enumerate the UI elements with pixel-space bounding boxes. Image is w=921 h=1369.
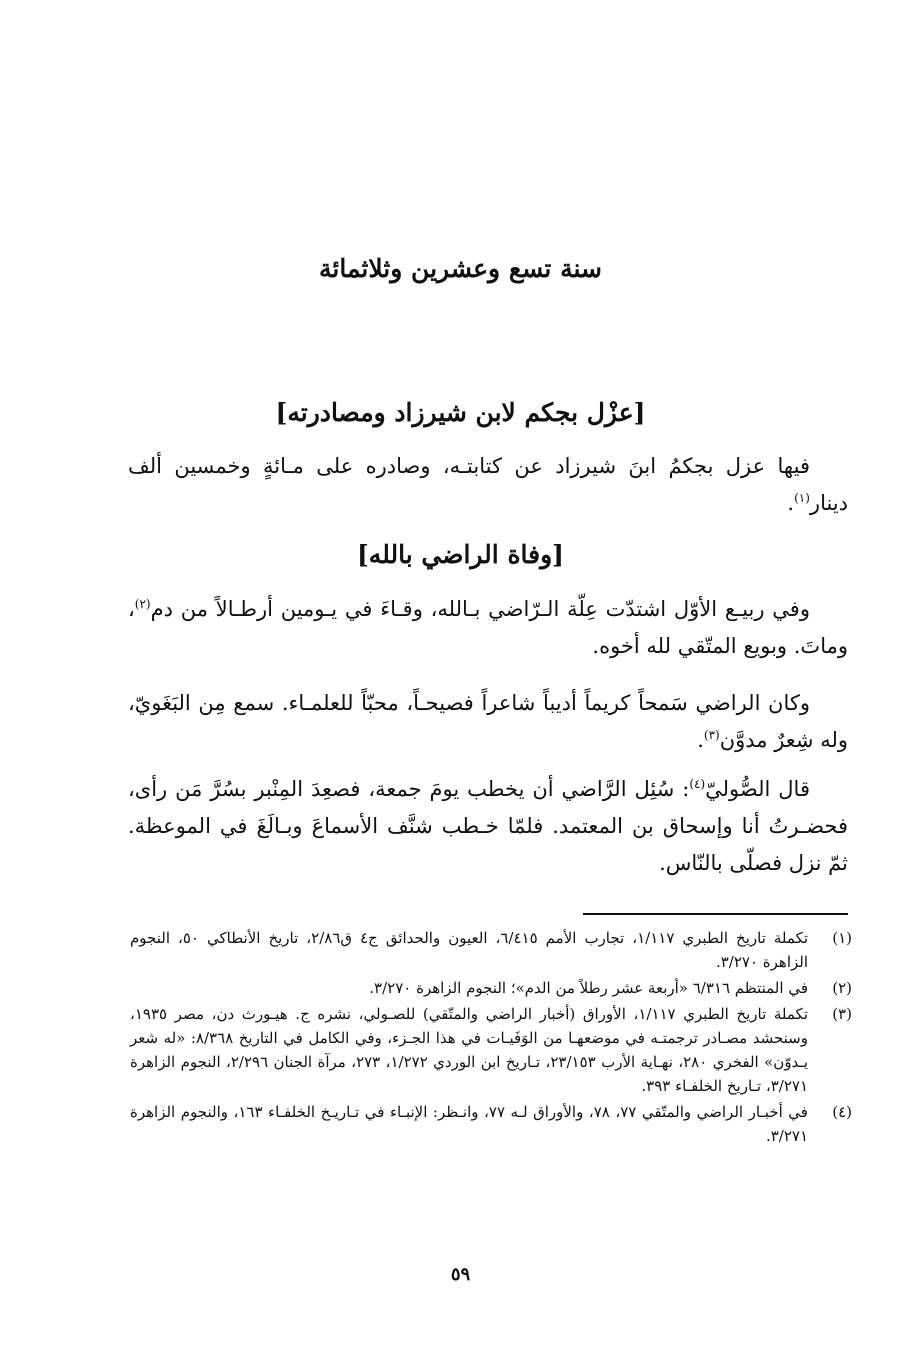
paragraph-text: وفي ربيـع الأوّل اشتدّت عِلّة الـرّاضي بـالله، وقـاءَ في يـومين أرطـالاً من دم: [150, 597, 810, 621]
footnote-ref: (١): [794, 491, 810, 505]
footnotes: [130, 926, 852, 1150]
footnote-number: (٤): [832, 1103, 852, 1121]
footnote-text: في المنتظم ٦/٣١٦ «أربعة عشر رطلاً من الدم»؛ النجوم الزاهرة ٣/٢٧٠.: [369, 979, 808, 997]
footnote-3: [130, 1002, 852, 1098]
footnote-number: (١): [832, 929, 852, 947]
paragraph-tail: .: [697, 728, 704, 752]
footnote-text: تكملة تاريخ الطبري ١/١١٧، تجارب الأمم ٦/٤١٥، العيون والحدائق ج٤ ق٢/٨٦، تاريخ الأنطاكي ٥٠، النجوم الزاهرة ٣/٢٧٠.: [130, 929, 809, 971]
paragraph-illness: [128, 591, 848, 665]
paragraph-tail: ، وماتَ. وبويع المتّقي لله أخوه.: [128, 597, 848, 658]
footnote-number: (٣): [832, 1005, 852, 1023]
paragraph-tail: : سُئِل الرَّاضي أن يخطب يومَ جمعة، فصعِدَ المِنْبر بسُرَّ مَن رأى، فحضـرتُ أنا وإسحاق بن المعتمد. فلمّا خـطب شنَّف الأسماعَ وبـالَغَ في الموعظة. ثمّ نزل فصلّى بالنّاس.: [128, 777, 848, 875]
footnote-2: [130, 976, 852, 1000]
paragraph-text: وكان الراضي سَمحاً كريماً أديباً شاعراً فصيحـاً، محبّاً للعلمـاء. سمع مِن البَغَويّ، وله شِعرٌ مدوَّن: [128, 691, 848, 752]
paragraph-suli-account: [128, 771, 848, 882]
footnote-ref: (٣): [703, 728, 720, 742]
footnote-ref: (٢): [134, 597, 151, 611]
section-heading-death-of-radi: [وفاة الراضي بالله]: [356, 540, 565, 569]
footnote-ref: (٤): [689, 777, 706, 791]
footnote-number: (٢): [832, 979, 852, 997]
paragraph-dismissal: [128, 448, 848, 522]
page-number: ٥٩: [450, 1264, 471, 1285]
footnote-divider: [583, 913, 848, 915]
chapter-title: سنة تسع وعشرين وثلاثمائة: [319, 254, 602, 283]
footnote-4: [130, 1100, 852, 1148]
paragraph-character: [128, 685, 848, 759]
footnote-text: تكملة تاريخ الطبري ١/١١٧، الأوراق (أخبار الراضي والمتّقي) للصـولي، نشره ج. هيـورث دن، مصر ١٩٣٥، وسنحشد مصـادر ترجمتـه في موضعهـا من الوَفَيـات في هذا الجـزء، وفي الكامل في التاريخ ٨/٣٦٨: «له شعر يـدوّن» الفخري ٢٨٠، نهـاية الأرب ٢٣/١٥٣، تـاريخ ابن الوردي ١/٢٧٢، ٢٧٣، مرآة الجنان ٢/٢٩٦، النجوم الزاهرة ٣/٢٧١، تـاريخ الخلفـاء ٣٩٣.: [130, 1005, 809, 1095]
paragraph-text: فيها عزل بجكمُ ابنَ شيرزاد عن كتابتـه، وصادره على مـائةٍ وخمسين ألف دينار: [128, 454, 848, 515]
footnote-text: في أخبـار الراضي والمتّقي ٧٧، ٧٨، والأوراق لـه ٧٧، وانـظر: الإنبـاء في تـاريـخ الخلفـاء ١٦٣، والنجوم الزاهرة ٣/٢٧١.: [130, 1103, 808, 1145]
footnote-1: [130, 926, 852, 974]
paragraph-tail: .: [787, 491, 795, 515]
paragraph-text: قال الصُّوليّ: [705, 777, 810, 801]
section-heading-dismissal: [عزْل بجكم لابن شيرزاد ومصادرته]: [275, 398, 646, 427]
